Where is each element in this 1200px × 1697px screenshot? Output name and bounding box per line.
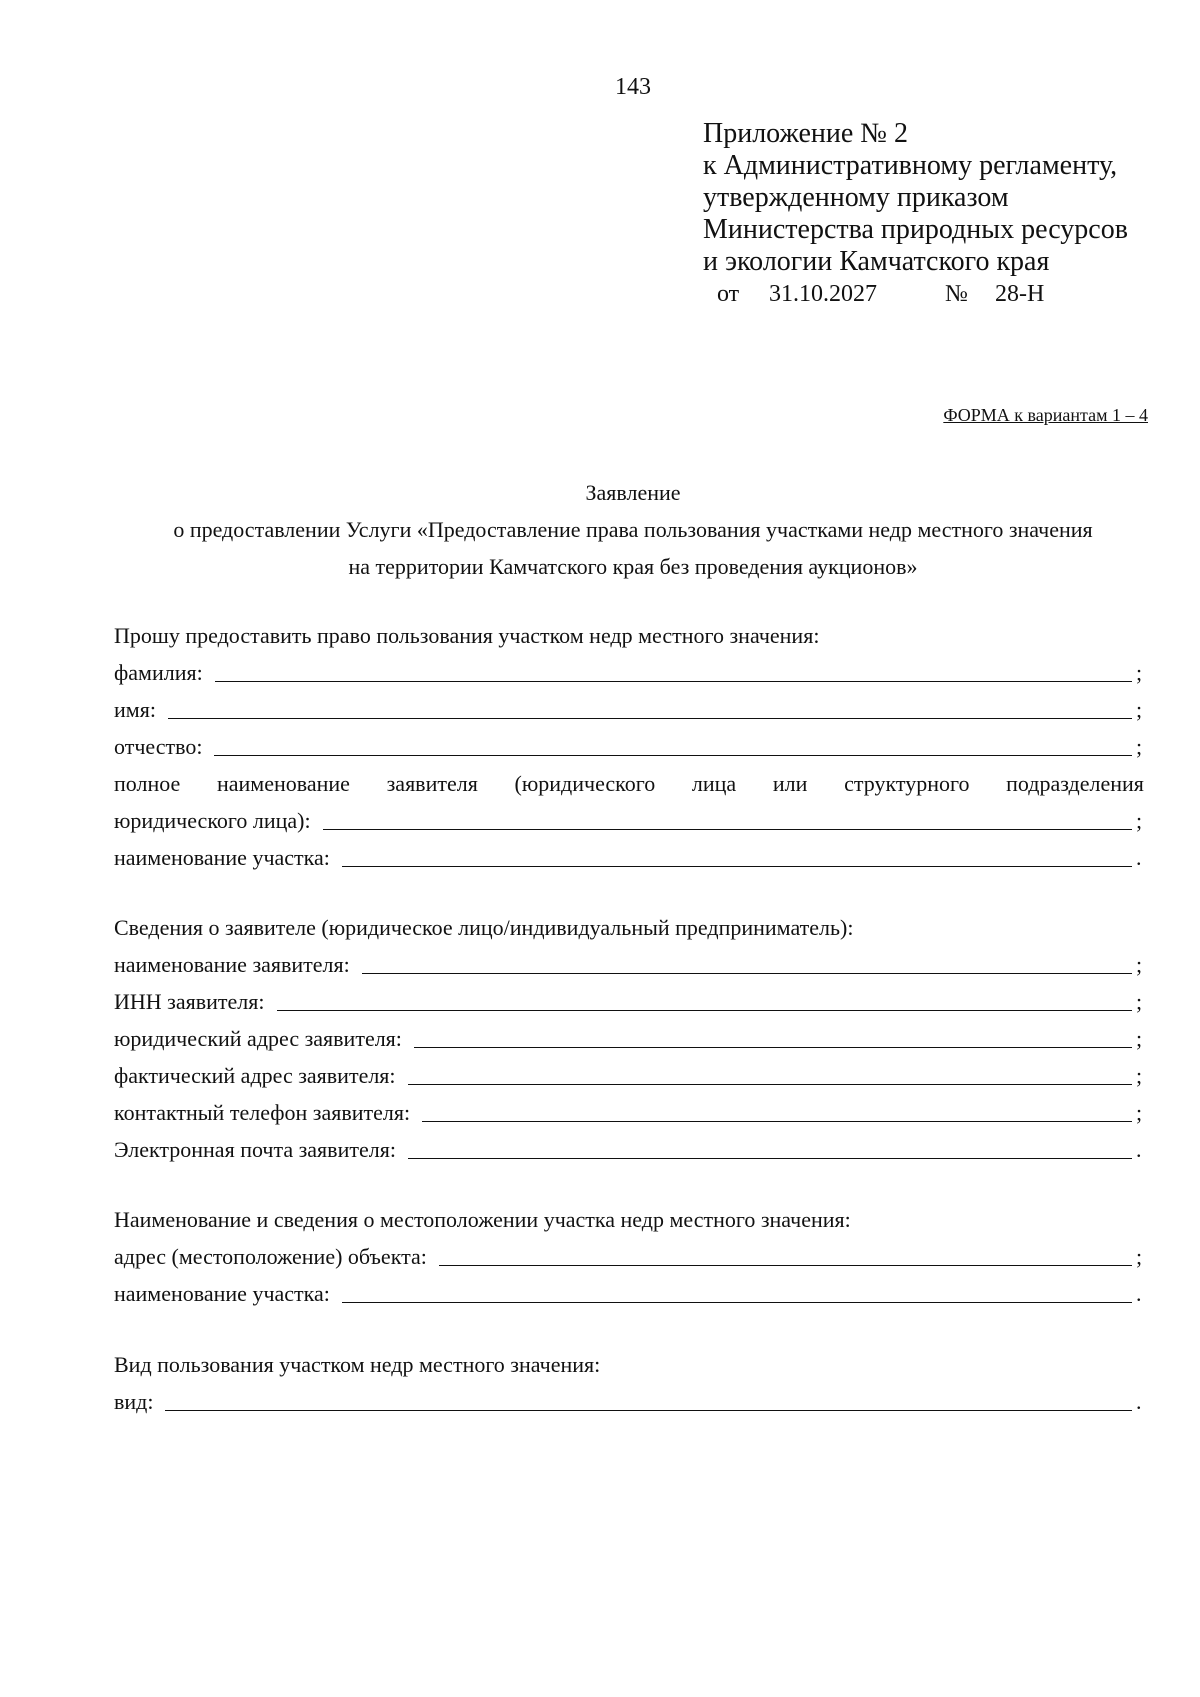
email-label: Электронная почта заявителя: <box>114 1137 396 1162</box>
actual-address-field[interactable] <box>114 1057 1144 1094</box>
full-name-word: структурного <box>844 771 970 796</box>
site-name-input-line[interactable] <box>342 1301 1132 1303</box>
order-number-label: № <box>945 281 968 307</box>
full-name-word: подразделения <box>1006 771 1144 796</box>
inn-label: ИНН заявителя: <box>114 989 265 1014</box>
site-name-field-2[interactable] <box>114 1275 1144 1312</box>
site-address-field[interactable] <box>114 1238 1144 1275</box>
phone-input-line[interactable] <box>422 1120 1132 1122</box>
full-name-label-cont: юридического лица): <box>114 808 311 833</box>
order-date-line <box>703 278 1128 310</box>
applicant-name-field[interactable] <box>114 946 1144 983</box>
legal-address-field[interactable] <box>114 1020 1144 1057</box>
phone-field[interactable] <box>114 1094 1144 1131</box>
name-label: имя: <box>114 697 156 722</box>
site-address-input-line[interactable] <box>439 1264 1132 1266</box>
email-field[interactable] <box>114 1131 1144 1168</box>
site-name-input-line[interactable] <box>342 865 1132 867</box>
actual-address-input-line[interactable] <box>408 1083 1132 1085</box>
applicant-name-label: наименование заявителя: <box>114 952 350 977</box>
field-end-punct: ; <box>1136 1244 1143 1269</box>
actual-address-label: фактический адрес заявителя: <box>114 1063 396 1088</box>
usage-kind-input-line[interactable] <box>165 1409 1132 1411</box>
field-end-punct: . <box>1136 1137 1142 1162</box>
appendix-line-3: утвержденному приказом <box>703 182 1009 213</box>
inn-input-line[interactable] <box>277 1009 1133 1011</box>
legal-address-input-line[interactable] <box>414 1046 1132 1048</box>
appendix-line-4: Министерства природных ресурсов <box>703 214 1128 245</box>
form-variant-label: ФОРМА к вариантам 1 – 4 <box>943 405 1148 425</box>
inn-field[interactable] <box>114 983 1144 1020</box>
field-end-punct: ; <box>1136 734 1143 759</box>
page-number: 143 <box>615 74 651 100</box>
appendix-line-2: к Административному регламенту, <box>703 150 1118 181</box>
full-name-word: лица <box>691 771 737 796</box>
field-end-punct: ; <box>1136 1063 1143 1088</box>
site-address-label: адрес (местоположение) объекта: <box>114 1244 427 1269</box>
patronymic-input-line[interactable] <box>214 754 1132 756</box>
title-line-2: о предоставлении Услуги «Предоставление права пользования участками недр местного значения <box>173 517 1093 542</box>
full-name-field[interactable] <box>114 802 1144 839</box>
section-heading: Прошу предоставить право пользования участком недр местного значения: <box>114 623 820 648</box>
field-end-punct: ; <box>1136 989 1143 1014</box>
usage-kind-field[interactable] <box>114 1383 1144 1420</box>
phone-label: контактный телефон заявителя: <box>114 1100 411 1125</box>
field-end-punct: ; <box>1136 952 1143 977</box>
site-name-label: наименование участка: <box>114 845 330 870</box>
full-name-word: полное <box>114 771 181 796</box>
appendix-line-5: и экологии Камчатского края <box>703 246 1050 277</box>
full-name-word: (юридического <box>514 771 656 796</box>
applicant-name-input-line[interactable] <box>362 972 1132 974</box>
section-applicant-info <box>114 909 1144 1168</box>
surname-field[interactable] <box>114 654 1144 691</box>
section-heading: Вид пользования участком недр местного значения: <box>114 1352 601 1377</box>
field-end-punct: . <box>1136 1281 1142 1306</box>
surname-input-line[interactable] <box>215 680 1132 682</box>
patronymic-field[interactable] <box>114 728 1144 765</box>
field-end-punct: ; <box>1136 660 1143 685</box>
site-name-label: наименование участка: <box>114 1281 330 1306</box>
section-usage-request <box>114 617 1144 876</box>
appendix-block <box>703 118 1128 310</box>
surname-label: фамилия: <box>114 660 203 685</box>
full-name-label-line <box>114 765 1144 802</box>
order-date: 31.10.2027 <box>769 281 877 307</box>
field-end-punct: ; <box>1136 1100 1143 1125</box>
field-end-punct: . <box>1136 1389 1142 1414</box>
name-field[interactable] <box>114 691 1144 728</box>
appendix-line-1: Приложение № 2 <box>703 118 908 149</box>
email-input-line[interactable] <box>408 1157 1132 1159</box>
field-end-punct: ; <box>1136 1026 1143 1051</box>
full-name-input-line[interactable] <box>323 828 1132 830</box>
order-number: 28-Н <box>995 281 1045 307</box>
name-input-line[interactable] <box>168 717 1132 719</box>
full-name-word: наименование <box>216 771 350 796</box>
section-heading: Наименование и сведения о местоположении участка недр местного значения: <box>114 1207 851 1232</box>
section-usage-kind <box>114 1346 1144 1420</box>
field-end-punct: . <box>1136 845 1142 870</box>
full-name-word: заявителя <box>386 771 478 796</box>
title-line-1: Заявление <box>585 480 681 505</box>
full-name-word: или <box>772 771 808 796</box>
field-end-punct: ; <box>1136 697 1143 722</box>
usage-kind-label: вид: <box>114 1389 154 1414</box>
section-heading: Сведения о заявителе (юридическое лицо/индивидуальный предприниматель): <box>114 915 854 940</box>
field-end-punct: ; <box>1136 808 1143 833</box>
title-line-3: на территории Камчатского края без проведения аукционов» <box>348 554 918 579</box>
site-name-field[interactable] <box>114 839 1144 876</box>
document-title <box>0 474 1200 585</box>
date-from-label: от <box>717 281 740 307</box>
legal-address-label: юридический адрес заявителя: <box>114 1026 402 1051</box>
section-site-location <box>114 1201 1144 1312</box>
patronymic-label: отчество: <box>114 734 203 759</box>
